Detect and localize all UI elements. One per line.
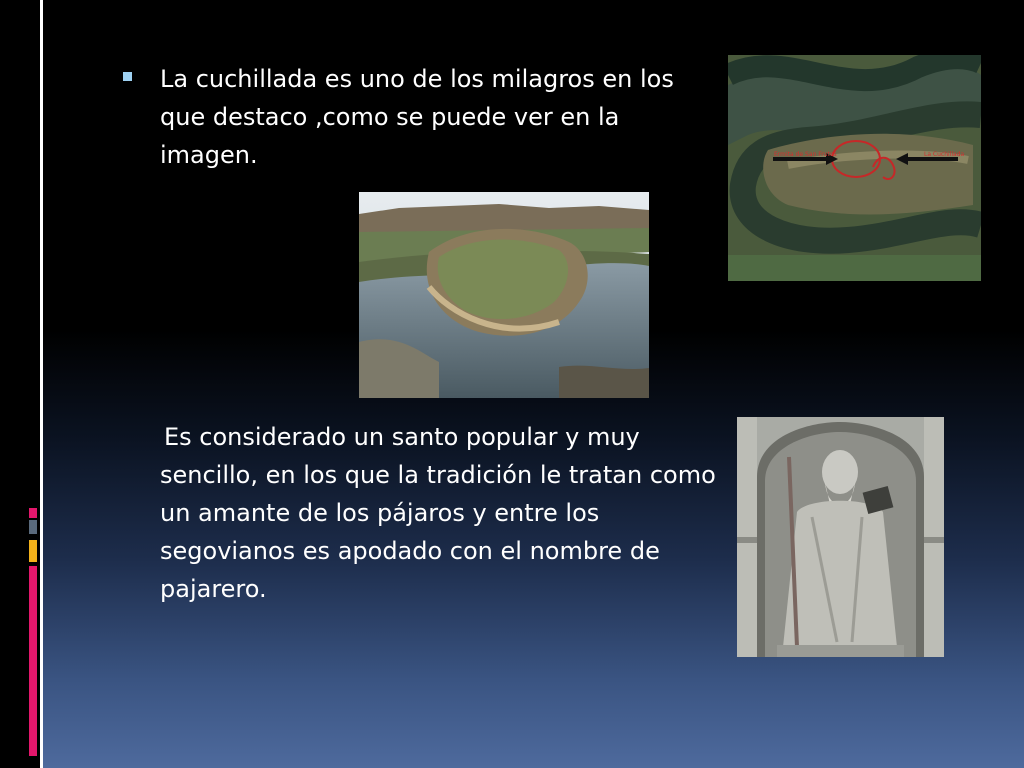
description-paragraph: Es considerado un santo popular y muy sencillo, en los que la tradición le tratan como un amante de los pájaros y entre los segovianos es apodado con el nombre de pajarero. (160, 423, 716, 603)
aerial-label-right: La Cuchillada (924, 151, 965, 158)
aerial-label-left: Ermita de San Frutos (774, 151, 837, 158)
accent-bar-yellow (29, 540, 37, 562)
accent-bar-pink-long (29, 566, 37, 756)
accent-bar-gray (29, 520, 37, 534)
bullet-square-icon (123, 72, 132, 81)
aerial-map-image (728, 55, 981, 281)
bullet-text: La cuchillada es uno de los milagros en los que destaco ,como se puede ver en la imagen. (160, 65, 674, 169)
canyon-photo (359, 192, 649, 398)
left-white-rule (40, 0, 43, 768)
statue-photo (737, 417, 944, 657)
accent-bar-pink-small (29, 508, 37, 518)
